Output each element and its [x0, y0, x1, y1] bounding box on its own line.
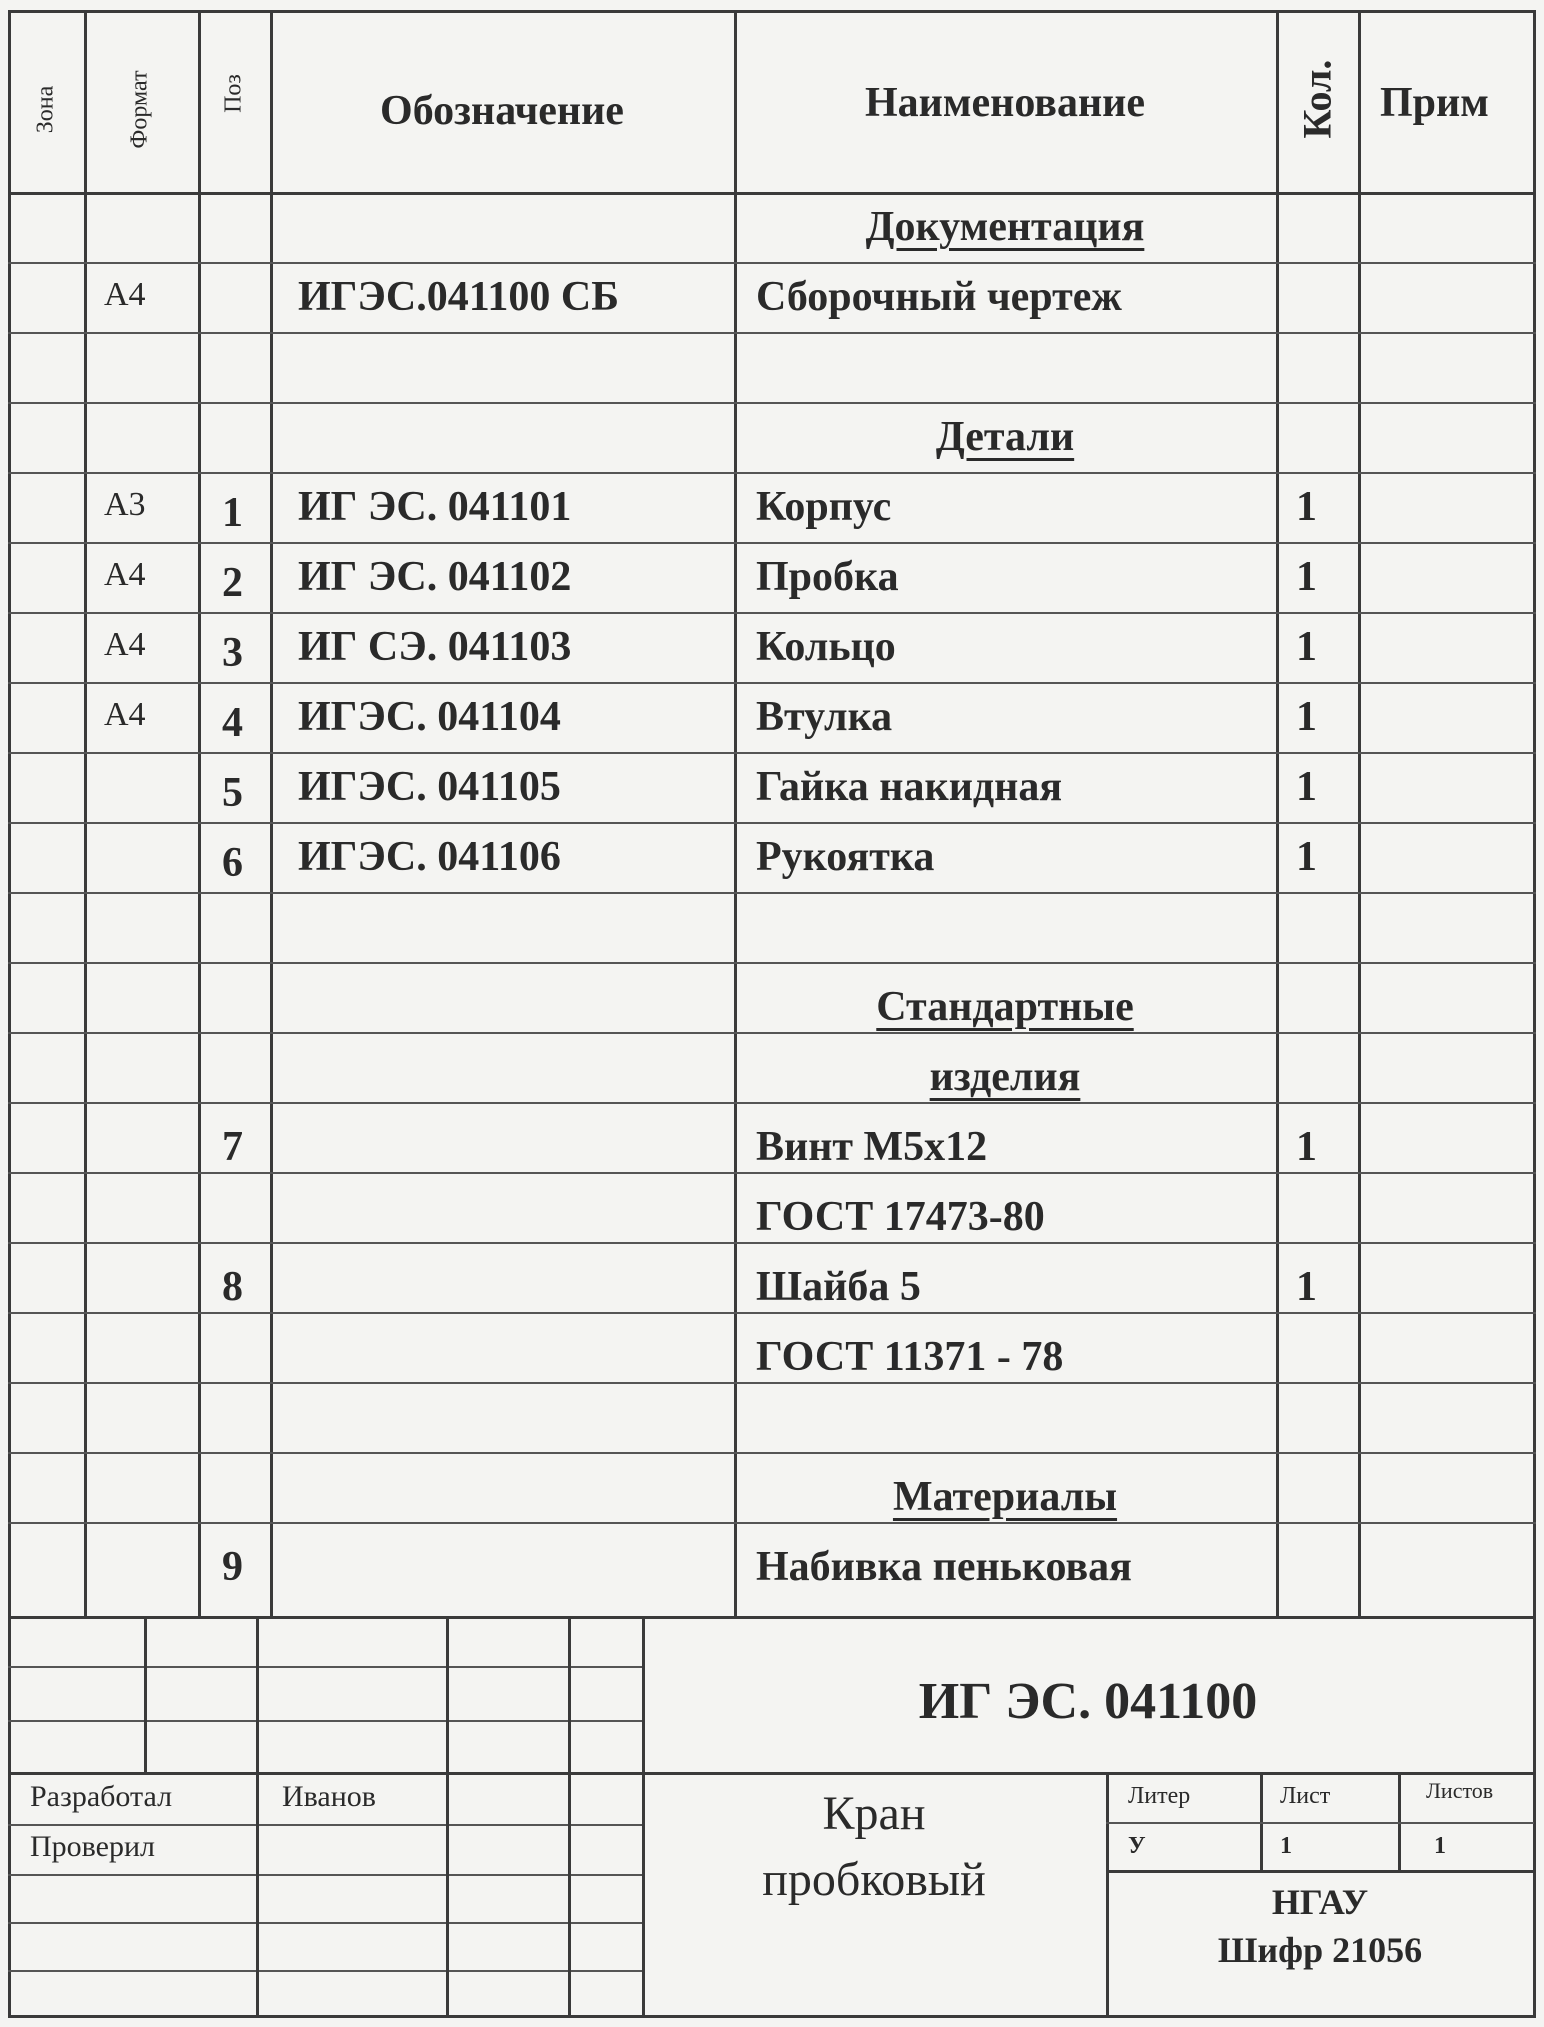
- header-pos: Поз: [220, 74, 247, 113]
- row-pos: 2: [222, 560, 243, 606]
- row-qty: 1: [1296, 834, 1317, 880]
- section-standard: Стандартные: [876, 984, 1134, 1030]
- row-name: Рукоятка: [756, 834, 935, 880]
- developed-by: Иванов: [282, 1780, 376, 1813]
- row-qty: 1: [1296, 694, 1317, 740]
- row-qty: 1: [1296, 1264, 1317, 1310]
- row-pos: 8: [222, 1264, 243, 1310]
- row-qty: 1: [1296, 624, 1317, 670]
- row-name: Гайка накидная: [756, 764, 1063, 810]
- row-pos: 9: [222, 1544, 243, 1590]
- row-format: А3: [104, 486, 146, 523]
- row-format: А4: [104, 626, 146, 663]
- sheet-label: Лист: [1280, 1783, 1331, 1809]
- row-name: Сборочный чертеж: [756, 274, 1122, 320]
- liter-label: Литер: [1128, 1783, 1191, 1809]
- row-name: Винт М5х12: [756, 1124, 988, 1170]
- row-format: А4: [104, 696, 146, 733]
- row-designation: ИГ ЭС. 041101: [298, 484, 572, 530]
- title-line1: Кран: [822, 1787, 926, 1840]
- header-note: Прим: [1380, 80, 1489, 126]
- row-pos: 1: [222, 490, 243, 536]
- row-name: ГОСТ 11371 - 78: [756, 1334, 1064, 1380]
- sheets-value: 1: [1434, 1833, 1446, 1859]
- row-format: А4: [104, 276, 146, 313]
- row-designation: ИГ СЭ. 041103: [298, 624, 572, 670]
- developed-label: Разработал: [30, 1780, 173, 1813]
- row-designation: ИГЭС.041100 СБ: [298, 274, 619, 320]
- cipher: Шифр 21056: [1217, 1930, 1423, 1970]
- section-documentation: Документация: [865, 204, 1145, 250]
- sheets-label: Листов: [1426, 1778, 1494, 1803]
- header-format: Формат: [126, 70, 153, 149]
- row-pos: 6: [222, 840, 243, 886]
- row-pos: 3: [222, 630, 243, 676]
- row-designation: ИГЭС. 041105: [298, 764, 561, 810]
- row-name: ГОСТ 17473-80: [756, 1194, 1045, 1240]
- row-qty: 1: [1296, 484, 1317, 530]
- org-name: НГАУ: [1271, 1882, 1369, 1922]
- row-pos: 5: [222, 770, 243, 816]
- header-designation: Обозначение: [380, 88, 624, 134]
- row-qty: 1: [1296, 1124, 1317, 1170]
- section-materials: Материалы: [892, 1474, 1118, 1520]
- doc-code: ИГ ЭС. 041100: [918, 1673, 1258, 1730]
- row-name: Кольцо: [756, 624, 896, 670]
- row-designation: ИГЭС. 041106: [298, 834, 561, 880]
- row-designation: ИГЭС. 041104: [298, 694, 561, 740]
- section-standard-2: изделия: [929, 1054, 1081, 1100]
- checked-label: Проверил: [30, 1830, 155, 1863]
- row-name: Пробка: [756, 554, 899, 600]
- title-line2: пробковый: [762, 1853, 986, 1906]
- header-qty: Кол.: [1294, 59, 1340, 139]
- row-pos: 7: [222, 1124, 243, 1170]
- sheet-value: 1: [1280, 1833, 1292, 1859]
- section-parts: Детали: [935, 414, 1075, 460]
- row-name: Втулка: [756, 694, 893, 740]
- row-name: Набивка пеньковая: [756, 1544, 1132, 1590]
- row-qty: 1: [1296, 764, 1317, 810]
- row-format: А4: [104, 556, 146, 593]
- header-name: Наименование: [865, 80, 1145, 126]
- row-name: Шайба 5: [756, 1264, 921, 1310]
- row-designation: ИГ ЭС. 041102: [298, 554, 572, 600]
- row-qty: 1: [1296, 554, 1317, 600]
- row-pos: 4: [222, 700, 243, 746]
- liter-value: У: [1128, 1833, 1146, 1859]
- header-zona: Зона: [32, 85, 59, 134]
- row-name: Корпус: [756, 484, 892, 530]
